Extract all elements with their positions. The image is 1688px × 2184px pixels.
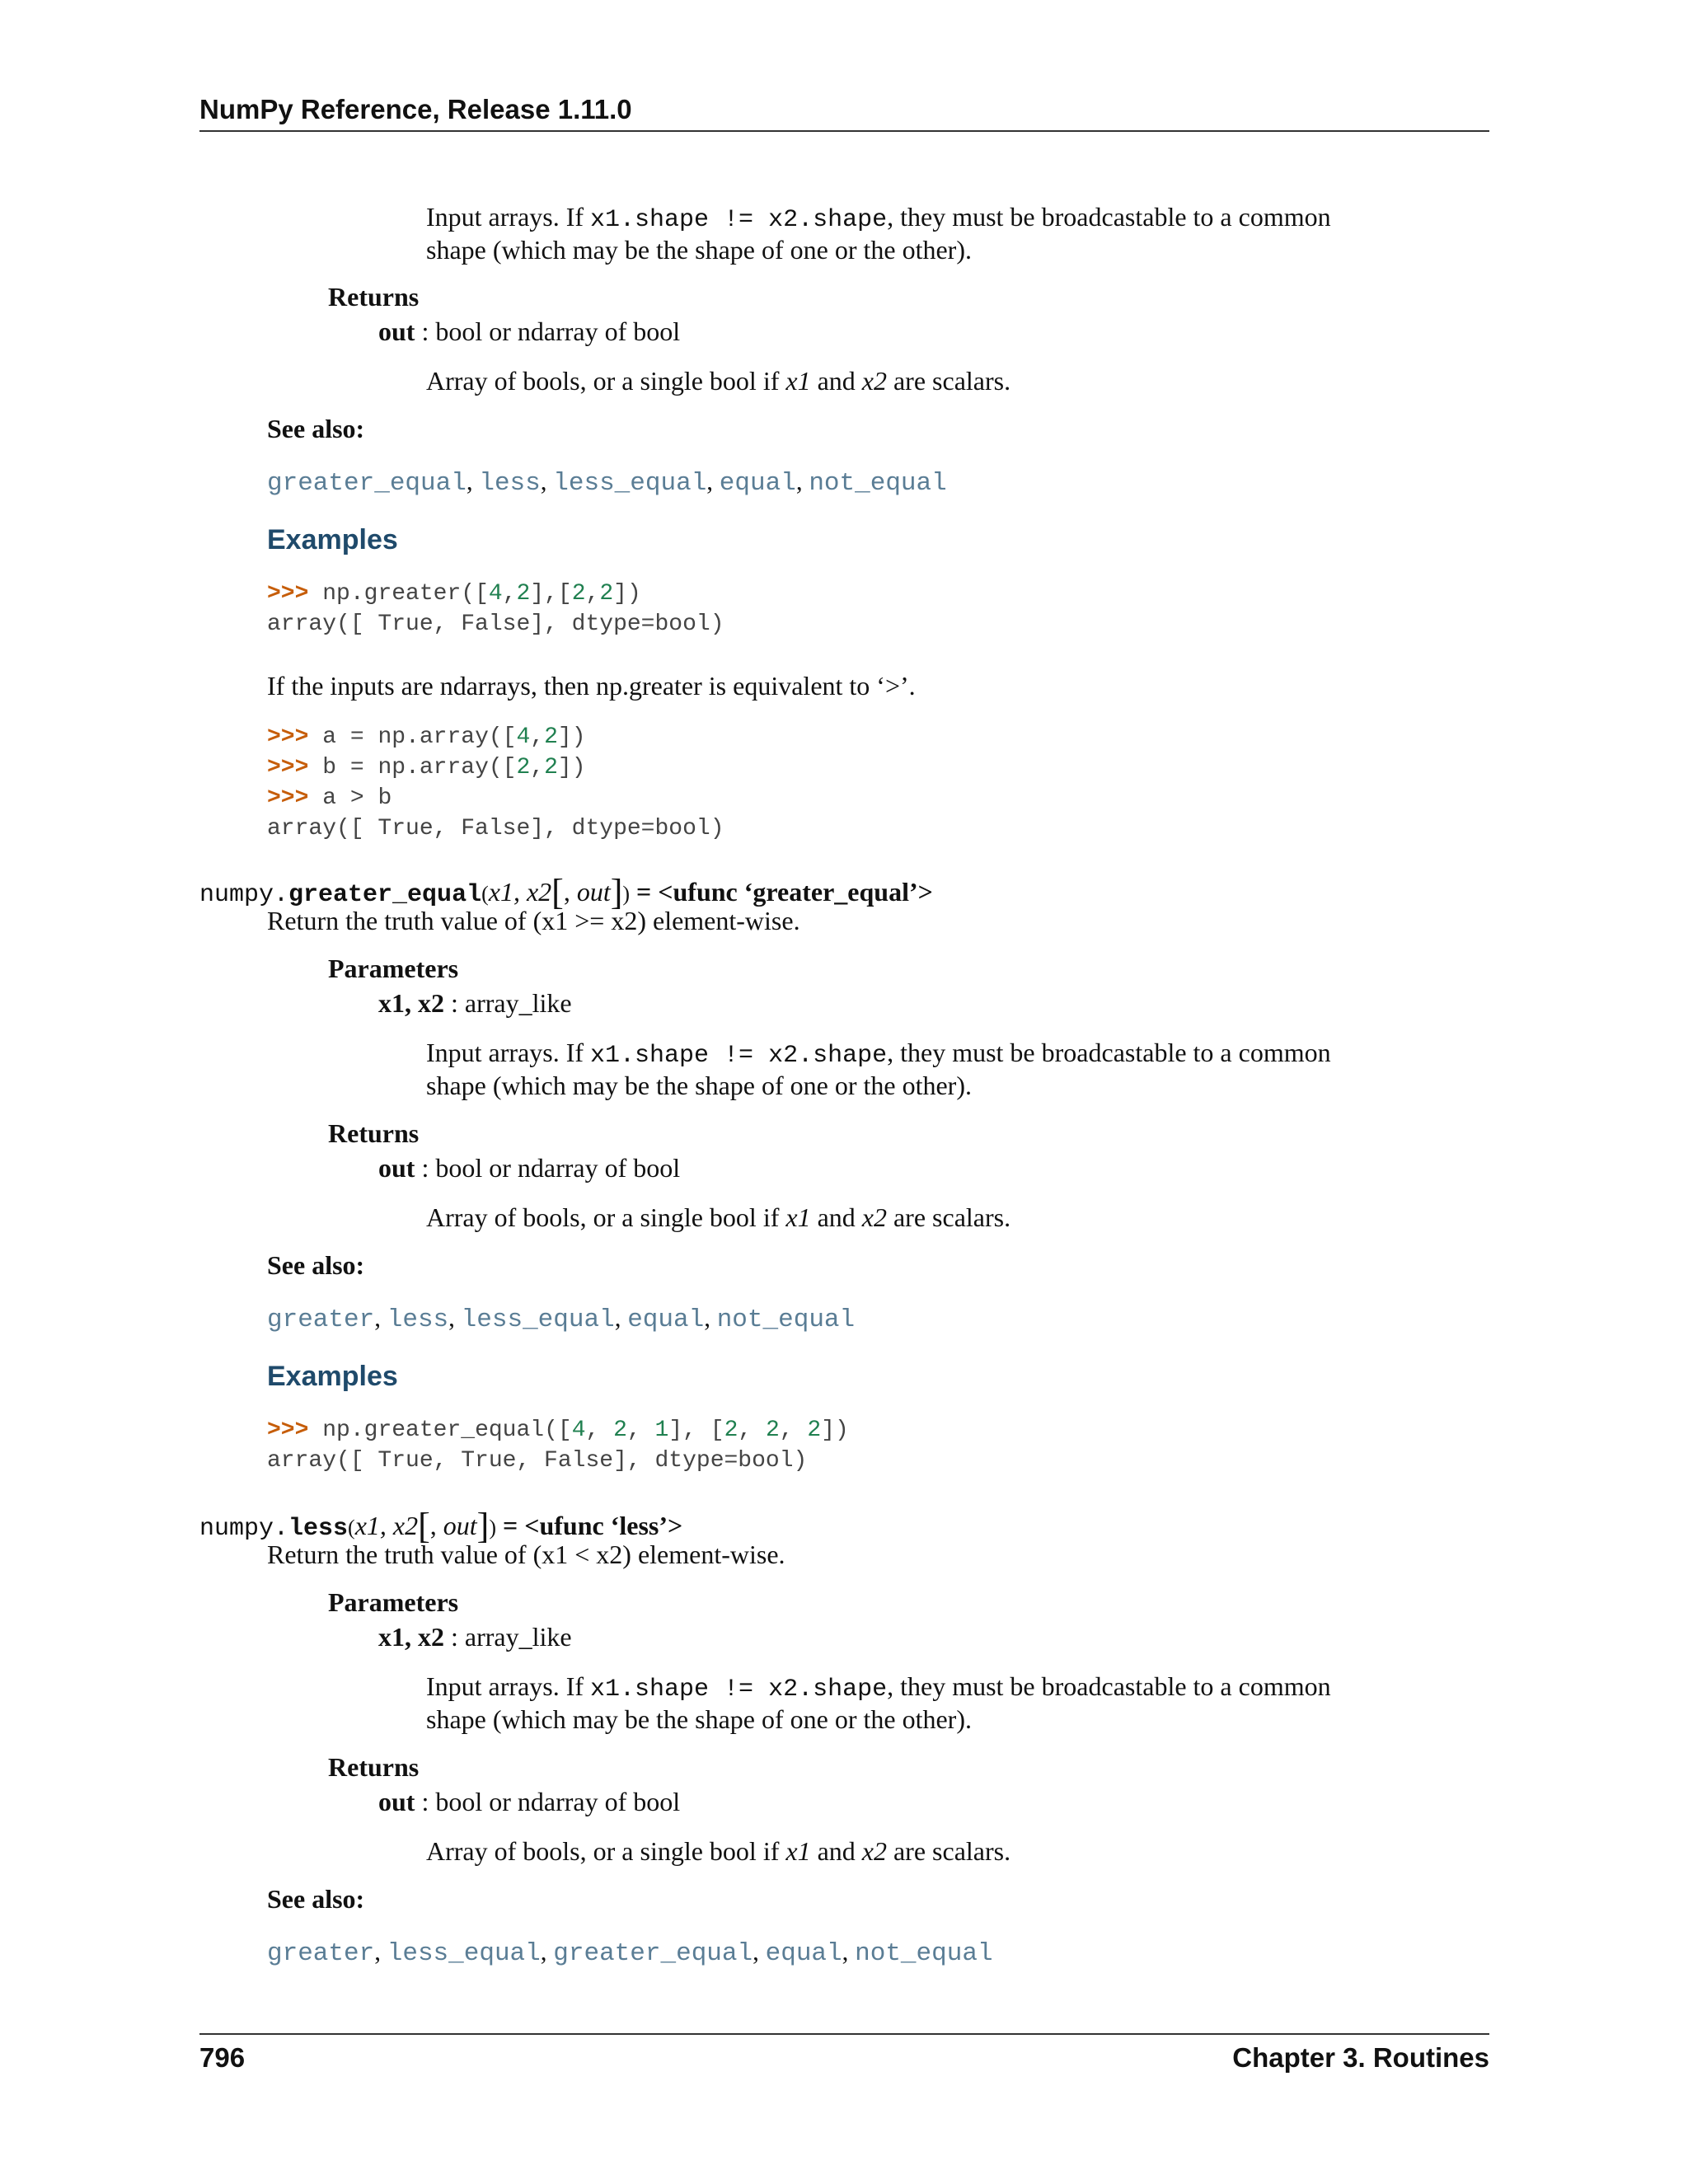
see-also-link-equal[interactable]: equal <box>765 1939 842 1968</box>
less-param-desc-line2: shape (which may be the shape of one or the other). <box>426 1704 972 1734</box>
greater-equal-summary: Return the truth value of (x1 >= x2) element-wise. <box>267 906 800 935</box>
greater-equal-examples-heading: Examples <box>267 1361 398 1392</box>
less-see-also-list: greater, less_equal, greater_equal, equal, not_equal <box>267 1937 993 1968</box>
see-also-link-not-equal[interactable]: not_equal <box>716 1305 856 1334</box>
greater-equal-returns-label: Returns <box>328 1118 420 1148</box>
see-also-link-greater[interactable]: greater <box>267 1305 375 1334</box>
less-parameters-label: Parameters <box>328 1587 459 1617</box>
greater-equal-function-name: greater_equal <box>288 881 482 909</box>
greater-example-code-1: >>> np.greater([4,2],[2,2]) array([ True, False], dtype=bool) <box>267 581 724 637</box>
footer-chapter-title: Chapter 3. Routines <box>1232 2042 1489 2073</box>
header-rule <box>199 130 1489 132</box>
less-param-desc-line1: Input arrays. If x1.shape != x2.shape, they must be broadcastable to a common <box>426 1671 1331 1704</box>
see-also-link-equal[interactable]: equal <box>719 469 796 498</box>
greater-equal-see-also-label: See also: <box>267 1250 365 1280</box>
footer-rule <box>199 2033 1489 2035</box>
less-param-x1x2: x1, x2 : array_like <box>378 1622 572 1652</box>
greater-equal-signature: numpy.greater_equal(x1, x2[, out]) = <ufunc ‘greater_equal’> <box>199 872 933 912</box>
greater-example-code-2: >>> a = np.array([4,2]) >>> b = np.array([2,2]) >>> a > b array([ True, False], dtype=bool) <box>267 724 724 841</box>
see-also-link-not-equal[interactable]: not_equal <box>809 469 947 498</box>
greater-returns-label: Returns <box>328 282 420 312</box>
see-also-link-less[interactable]: less <box>387 1305 449 1334</box>
less-return-out: out : bool or ndarray of bool <box>378 1787 681 1816</box>
greater-param-desc-line2: shape (which may be the shape of one or the other). <box>426 235 972 265</box>
greater-see-also-list: greater_equal, less, less_equal, equal, not_equal <box>267 466 947 498</box>
greater-equivalence-note: If the inputs are ndarrays, then np.greater is equivalent to ‘>’. <box>267 671 916 701</box>
see-also-link-greater-equal[interactable]: greater_equal <box>553 1939 753 1968</box>
see-also-link-greater-equal[interactable]: greater_equal <box>267 469 467 498</box>
less-signature: numpy.less(x1, x2[, out]) = <ufunc ‘less’> <box>199 1506 683 1546</box>
see-also-link-less[interactable]: less <box>479 469 541 498</box>
less-return-desc: Array of bools, or a single bool if x1 and x2 are scalars. <box>426 1836 1011 1866</box>
see-also-link-less-equal[interactable]: less_equal <box>387 1939 541 1968</box>
footer-page-number: 796 <box>199 2042 246 2073</box>
greater-equal-see-also-list: greater, less, less_equal, equal, not_equal <box>267 1303 856 1334</box>
see-also-link-less-equal[interactable]: less_equal <box>461 1305 615 1334</box>
greater-equal-return-desc: Array of bools, or a single bool if x1 and x2 are scalars. <box>426 1202 1011 1232</box>
greater-equal-param-desc-line2: shape (which may be the shape of one or the other). <box>426 1071 972 1100</box>
less-see-also-label: See also: <box>267 1884 365 1914</box>
greater-equal-example-code: >>> np.greater_equal([4, 2, 1], [2, 2, 2]) array([ True, True, False], dtype=bool) <box>267 1418 849 1474</box>
greater-return-desc: Array of bools, or a single bool if x1 and x2 are scalars. <box>426 366 1011 396</box>
see-also-link-greater[interactable]: greater <box>267 1939 375 1968</box>
greater-param-desc-line1: Input arrays. If x1.shape != x2.shape, they must be broadcastable to a common <box>426 202 1331 234</box>
less-function-name: less <box>288 1515 349 1543</box>
less-summary: Return the truth value of (x1 < x2) element-wise. <box>267 1540 785 1569</box>
greater-examples-heading: Examples <box>267 524 398 555</box>
see-also-link-less-equal[interactable]: less_equal <box>553 469 707 498</box>
less-returns-label: Returns <box>328 1752 420 1782</box>
see-also-link-equal[interactable]: equal <box>627 1305 705 1334</box>
greater-equal-return-out: out : bool or ndarray of bool <box>378 1153 681 1183</box>
greater-return-out: out : bool or ndarray of bool <box>378 316 681 346</box>
greater-equal-param-x1x2: x1, x2 : array_like <box>378 988 572 1018</box>
greater-equal-param-desc-line1: Input arrays. If x1.shape != x2.shape, they must be broadcastable to a common <box>426 1038 1331 1070</box>
page-header-title: NumPy Reference, Release 1.11.0 <box>199 94 632 124</box>
see-also-link-not-equal[interactable]: not_equal <box>855 1939 993 1968</box>
greater-equal-parameters-label: Parameters <box>328 954 459 983</box>
greater-see-also-label: See also: <box>267 414 365 443</box>
